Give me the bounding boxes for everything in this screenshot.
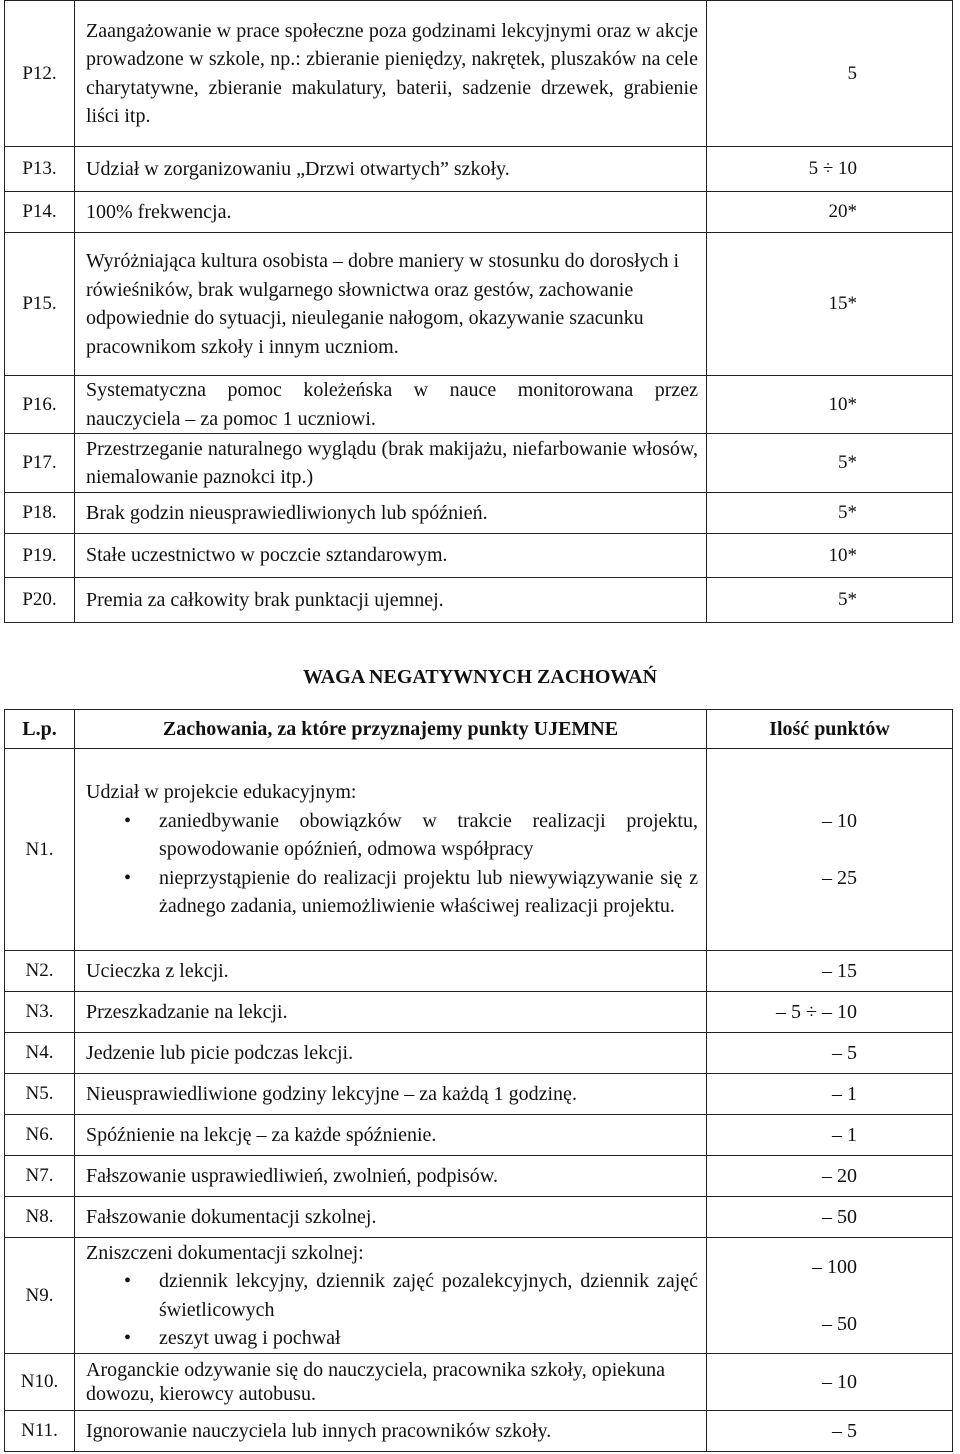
table-row — [5, 1115, 953, 1156]
row-number: N7. — [5, 1156, 75, 1197]
row-number: N11. — [5, 1411, 75, 1452]
table-row — [5, 992, 953, 1033]
table-row — [5, 1197, 953, 1238]
table-row — [5, 1411, 953, 1452]
section-heading: WAGA NEGATYWNYCH ZACHOWAŃ — [302, 666, 658, 688]
row-number: N2. — [5, 951, 75, 992]
table-row — [5, 1354, 953, 1411]
list-item: • nieprzystąpienie do realizacji projektu lub niewywiązywanie się z żadnego zadania, uniemożliwienie właściwej realizacji projektu. — [86, 864, 698, 921]
row-points: 5* — [707, 493, 953, 534]
table-row — [5, 534, 953, 578]
row-points: – 20 — [707, 1156, 953, 1197]
points-value: – 10 — [822, 809, 857, 832]
table-row — [5, 951, 953, 992]
list-intro: Udział w projekcie edukacyjnym: — [86, 781, 357, 804]
table-header-row — [5, 710, 953, 749]
row-number: N1. — [5, 749, 75, 951]
row-points — [707, 749, 953, 951]
row-number: N6. — [5, 1115, 75, 1156]
table-row — [5, 192, 953, 233]
row-number: N10. — [5, 1354, 75, 1411]
row-description: Udział w zorganizowaniu „Drzwi otwartych” szkoły. — [75, 147, 707, 192]
row-points: 5* — [707, 578, 953, 623]
row-points: 5 ÷ 10 — [707, 147, 953, 192]
row-points: – 5 — [707, 1033, 953, 1074]
negative-points-table — [4, 709, 953, 1452]
row-number: N5. — [5, 1074, 75, 1115]
table-row — [5, 1, 953, 147]
row-points: – 10 — [707, 1354, 953, 1411]
row-description: Stałe uczestnictwo w poczcie sztandarowym. — [75, 534, 707, 578]
row-description: 100% frekwencja. — [75, 192, 707, 233]
column-header-lp: L.p. — [5, 710, 75, 749]
row-points: 20* — [707, 192, 953, 233]
row-number: N4. — [5, 1033, 75, 1074]
row-description: Brak godzin nieusprawiedliwionych lub spóźnień. — [75, 493, 707, 534]
row-number: P14. — [5, 192, 75, 233]
row-points: – 5 ÷ – 10 — [707, 992, 953, 1033]
table-row — [5, 376, 953, 434]
row-description: Przeszkadzanie na lekcji. — [75, 992, 707, 1033]
table-row — [5, 434, 953, 493]
table-row — [5, 1074, 953, 1115]
row-points: 10* — [707, 376, 953, 434]
list-item: • zeszyt uwag i pochwał — [86, 1324, 698, 1353]
row-number: N8. — [5, 1197, 75, 1238]
row-number: P13. — [5, 147, 75, 192]
row-description: Fałszowanie usprawiedliwień, zwolnień, podpisów. — [75, 1156, 707, 1197]
points-value: – 50 — [822, 1312, 857, 1335]
row-number: P16. — [5, 376, 75, 434]
row-description: Przestrzeganie naturalnego wyglądu (brak makijażu, niefarbowanie włosów, niemalowanie paznokci itp.) — [75, 434, 707, 493]
row-description: Aroganckie odzywanie się do nauczyciela, pracownika szkoły, opiekuna dowozu, kierowcy autobusu. — [75, 1354, 707, 1411]
row-description: Systematyczna pomoc koleżeńska w nauce monitorowana przez nauczyciela – za pomoc 1 uczniowi. — [75, 376, 707, 434]
row-number: P18. — [5, 493, 75, 534]
positive-points-table — [4, 0, 953, 623]
row-points: – 1 — [707, 1115, 953, 1156]
points-value: – 25 — [822, 866, 857, 889]
row-points: 5* — [707, 434, 953, 493]
row-description: Zaangażowanie w prace społeczne poza godzinami lekcyjnymi oraz w akcje prowadzone w szkole, np.: zbieranie pieniędzy, nakrętek, pluszaków na cele charytatywne, zbieranie makulatury, baterii, sadzenie drzewek, grabienie liści itp. — [75, 1, 707, 147]
row-number: P17. — [5, 434, 75, 493]
table-row — [5, 233, 953, 376]
row-description — [75, 1238, 707, 1354]
row-number: P20. — [5, 578, 75, 623]
list-item: • zaniedbywanie obowiązków w trakcie realizacji projektu, spowodowanie opóźnień, odmowa współpracy — [86, 807, 698, 864]
bullet-list — [86, 1267, 698, 1353]
row-number: P12. — [5, 1, 75, 147]
row-description: Spóźnienie na lekcję – za każde spóźnienie. — [75, 1115, 707, 1156]
bullet-list — [86, 807, 698, 921]
row-description: Fałszowanie dokumentacji szkolnej. — [75, 1197, 707, 1238]
table-row — [5, 493, 953, 534]
row-points: 15* — [707, 233, 953, 376]
row-number: N3. — [5, 992, 75, 1033]
row-points: – 15 — [707, 951, 953, 992]
row-description: Jedzenie lub picie podczas lekcji. — [75, 1033, 707, 1074]
row-points: – 50 — [707, 1197, 953, 1238]
points-value: – 100 — [812, 1255, 857, 1278]
list-item: • dziennik lekcyjny, dziennik zajęć pozalekcyjnych, dziennik zajęć świetlicowych — [86, 1267, 698, 1324]
row-number: N9. — [5, 1238, 75, 1354]
row-description: Wyróżniająca kultura osobista – dobre maniery w stosunku do dorosłych i rówieśników, brak wulgarnego słownictwa oraz gestów, zachowanie odpowiednie do sytuacji, nieuleganie nałogom, okazywanie szacunku pracownikom szkoły i innym uczniom. — [75, 233, 707, 376]
row-description: Premia za całkowity brak punktacji ujemnej. — [75, 578, 707, 623]
row-description: Nieusprawiedliwione godziny lekcyjne – za każdą 1 godzinę. — [75, 1074, 707, 1115]
list-intro: Zniszczeni dokumentacji szkolnej: — [86, 1241, 364, 1264]
row-points: 5 — [707, 1, 953, 147]
table-row — [5, 578, 953, 623]
table-row — [5, 1033, 953, 1074]
row-number: P19. — [5, 534, 75, 578]
column-header-points: Ilość punktów — [707, 710, 953, 749]
row-points: – 1 — [707, 1074, 953, 1115]
row-points: 10* — [707, 534, 953, 578]
row-points — [707, 1238, 953, 1354]
row-number: P15. — [5, 233, 75, 376]
row-description: Ucieczka z lekcji. — [75, 951, 707, 992]
row-description — [75, 749, 707, 951]
table-row — [5, 147, 953, 192]
table-row — [5, 1156, 953, 1197]
table-row — [5, 749, 953, 951]
row-description: Ignorowanie nauczyciela lub innych pracowników szkoły. — [75, 1411, 707, 1452]
row-points: – 5 — [707, 1411, 953, 1452]
column-header-behavior: Zachowania, za które przyznajemy punkty UJEMNE — [75, 710, 707, 749]
table-row — [5, 1238, 953, 1354]
